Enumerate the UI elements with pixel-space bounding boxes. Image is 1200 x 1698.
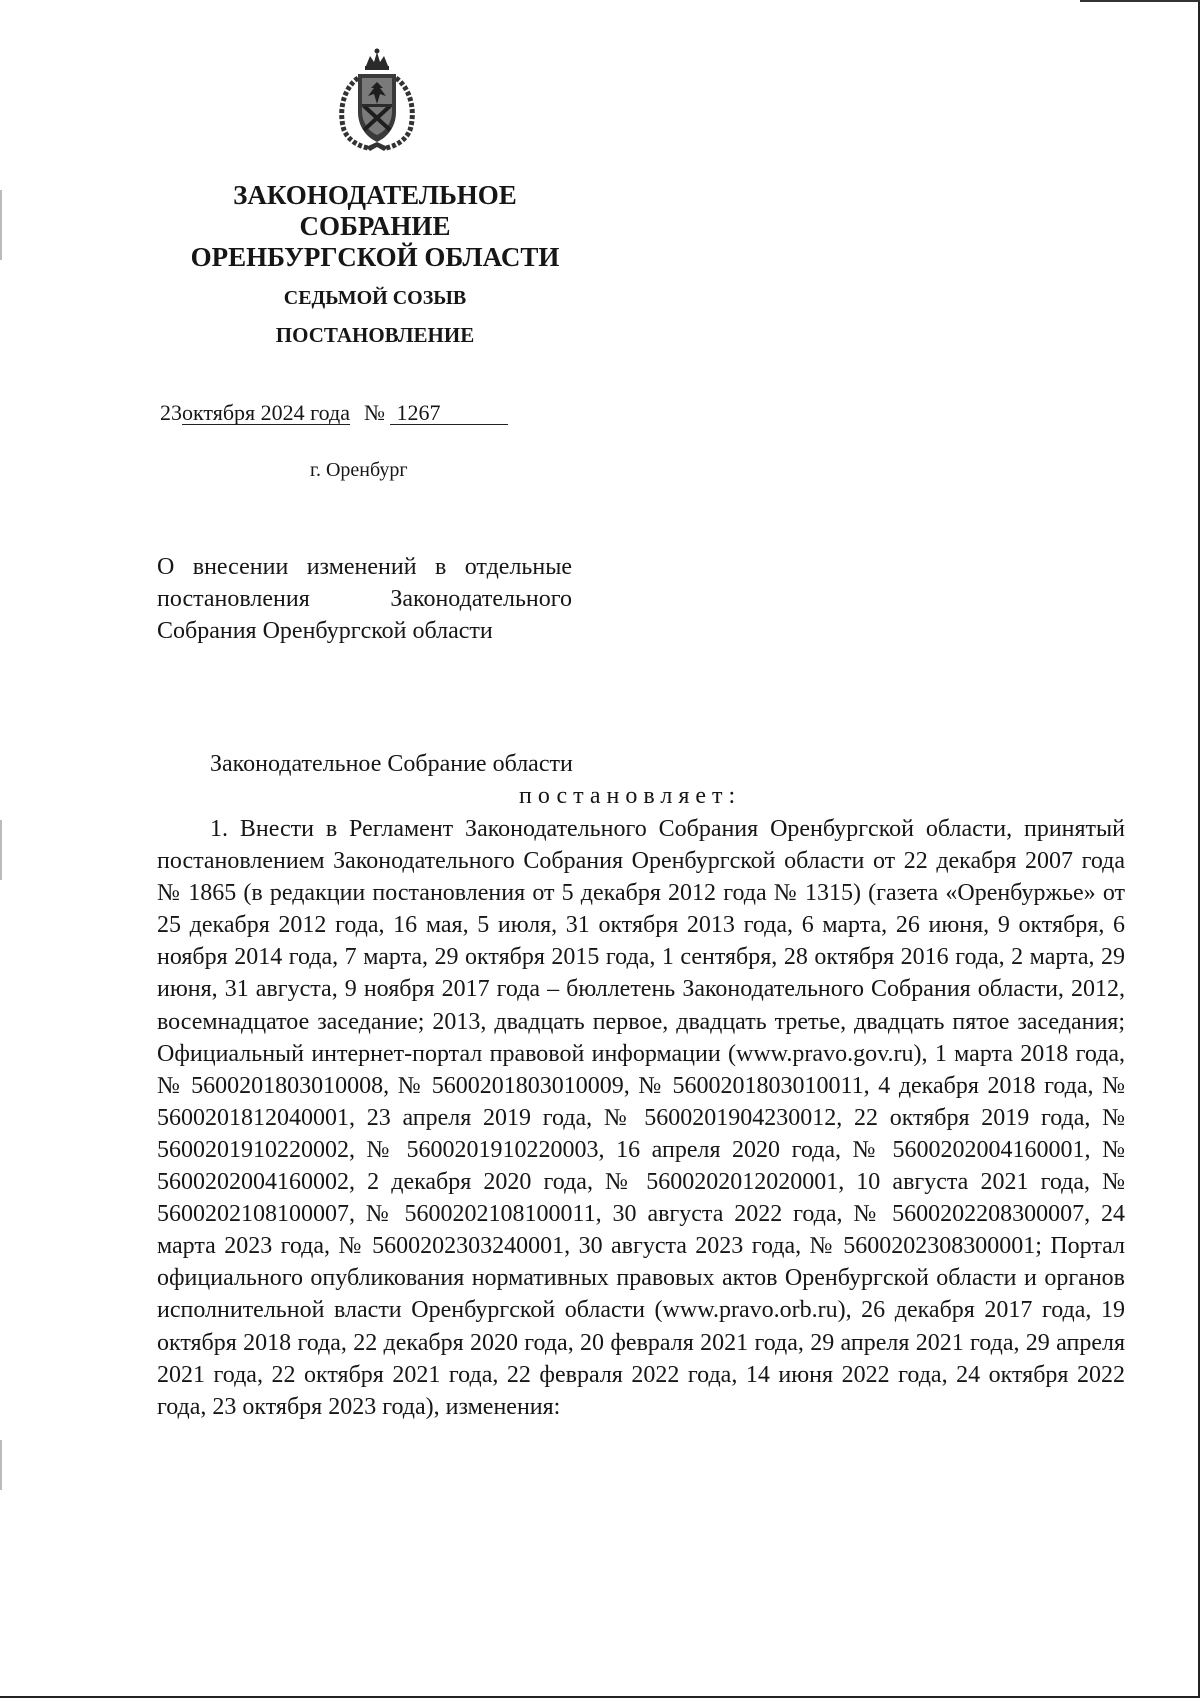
preamble: Законодательное Собрание области [210, 751, 573, 777]
document-date-number [160, 400, 508, 426]
document-date: октября 2024 года [182, 400, 350, 425]
organization-title-line: СОБРАНИЕ [299, 211, 451, 241]
organization-title [150, 180, 600, 273]
page-edge-top [1080, 0, 1200, 2]
resolves-label: постановляет: [519, 783, 742, 809]
document-date-day: 23 [160, 400, 182, 425]
scan-mark [0, 1440, 2, 1490]
oblast-coat-of-arms-icon [330, 48, 424, 152]
document-type: ПОСТАНОВЛЕНИЕ [275, 323, 475, 347]
convocation: СЕДЬМОЙ СОЗЫВ [283, 287, 467, 309]
document-number-label: № [363, 400, 385, 425]
paragraph-1: 1. Внести в Регламент Законодательного Собрания Оренбургской области, принятый постановлением Законодательного Собрания Оренбургской области от 22 декабря 2007 года № 1865 (в редакции постановления от 5 декабря 2012 года № 1315) (газета «Оренбуржье» от 25 декабря 2012 года, 16 мая, 5 июля, 31 октября 2013 года, 6 марта, 26 июня, 9 октября, 6 ноября 2014 года, 7 марта, 29 октября 2015 года, 1 сентября, 28 октября 2016 года, 2 марта, 29 июня, 31 августа, 9 ноября 2017 года – бюллетень Законодательного Собрания области, 2012, восемнадцатое заседание; 2013, двадцать первое, двадцать третье, двадцать пятое заседания; Официальный интернет-портал правовой информации (www.pravo.gov.ru), 1 марта 2018 года, № 5600201803010008, № 5600201803010009, № 5600201803010011, 4 декабря 2018 года, № 5600201812040001, 23 апреля 2019 года, № 5600201904230012, 22 октября 2019 года, № 5600201910220002, № 5600201910220003, 16 апреля 2020 года, № 5600202004160001, № 5600202004160002, 2 декабря 2020 года, № 5600202012020001, 10 августа 2021 года, № 5600202108100007, № 5600202108100011, 30 августа 2022 года, № 5600202208300007, 24 марта 2023 года, № 5600202303240001, 30 августа 2023 года, № 5600202308300001; Портал официального опубликования нормативных правовых актов Оренбургской области и органов исполнительной власти Оренбургской области (www.pravo.orb.ru), 26 декабря 2017 года, 19 октября 2018 года, 22 декабря 2020 года, 20 февраля 2021 года, 29 апреля 2021 года, 29 апреля 2021 года, 22 октября 2021 года, 22 февраля 2022 года, 14 июня 2022 года, 24 октября 2022 года, 23 октября 2023 года), изменения: [157, 816, 1125, 1420]
document-number: 1267 [390, 401, 508, 425]
document-subject: О внесении изменений в отдельные постановления Законодательного Собрания Оренбургской области [157, 554, 572, 644]
document-city: г. Оренбург [310, 459, 408, 481]
scan-mark [0, 190, 2, 260]
organization-title-line: ОРЕНБУРГСКОЙ ОБЛАСТИ [190, 242, 560, 272]
organization-title-line: ЗАКОНОДАТЕЛЬНОЕ [233, 180, 517, 210]
scan-mark [0, 820, 2, 880]
